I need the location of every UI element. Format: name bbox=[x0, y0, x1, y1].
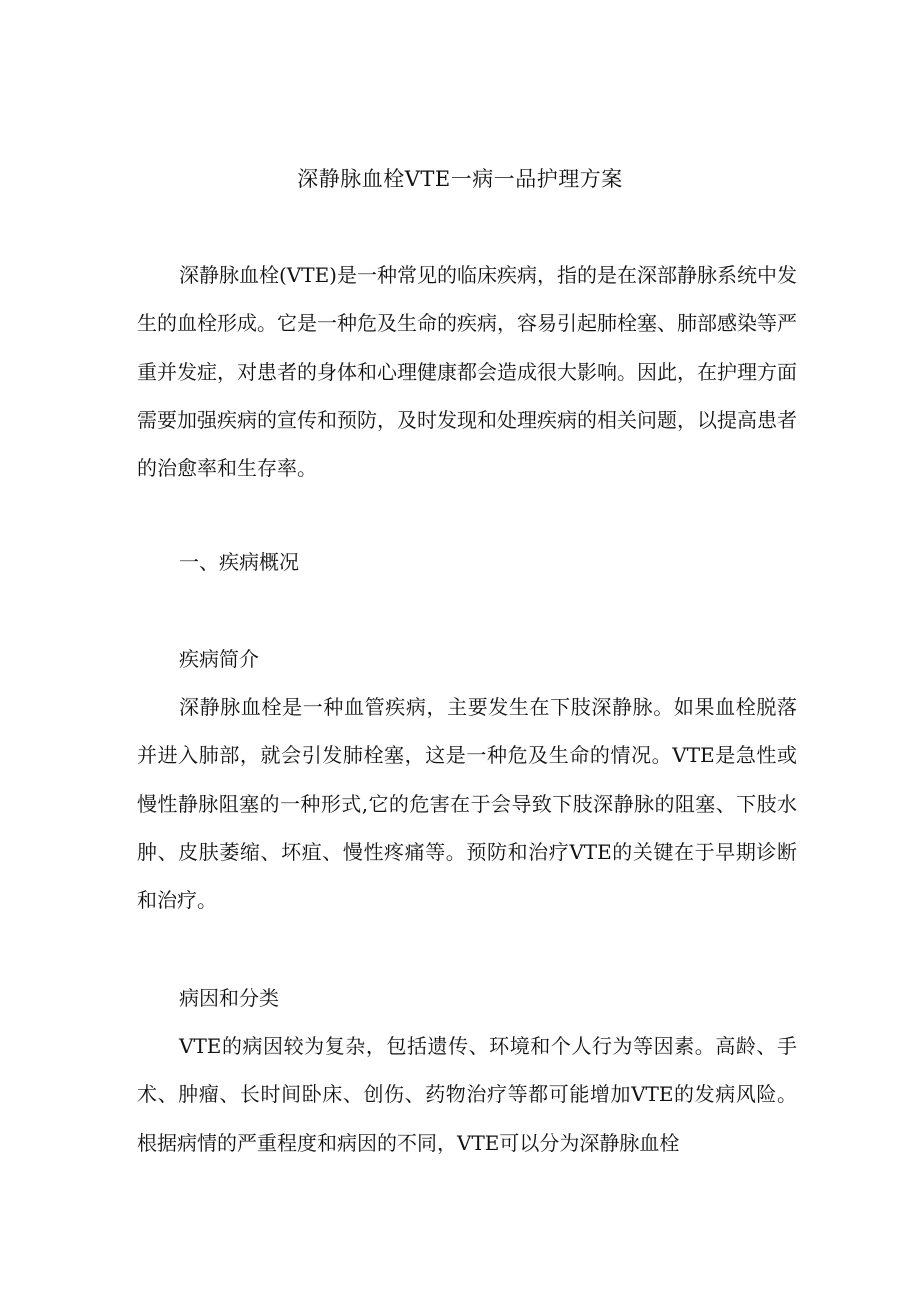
disease-intro-paragraph: 深静脉血栓是一种血管疾病，主要发生在下肢深静脉。如果血栓脱落并进入肺部，就会引发肺栓塞，这是一种危及生命的情况。VTE是急性或慢性静脉阻塞的一种形式,它的危害在于会导致下肢深静脉的阻塞、下肢水肿、皮肤萎缩、坏疽、慢性疼痛等。预防和治疗VTE的关键在于早期诊断和治疗。 bbox=[137, 695, 797, 913]
intro-paragraph: 深静脉血栓(VTE)是一种常见的临床疾病，指的是在深部静脉系统中发生的血栓形成。它是一种危及生命的疾病，容易引起肺栓塞、肺部感染等严重并发症，对患者的身体和心理健康都会造成很大影响。因此，在护理方面需要加强疾病的宣传和预防，及时发现和处理疾病的相关问题，以提高患者的治愈率和生存率。 bbox=[137, 263, 797, 481]
causes-paragraph: VTE的病因较为复杂，包括遗传、环境和个人行为等因素。高龄、手术、肿瘤、长时间卧床、创伤、药物治疗等都可能增加VTE的发病风险。根据病情的严重程度和病因的不同，VTE可以分为深静脉血栓 bbox=[137, 1034, 797, 1155]
subheading-causes-classification: 病因和分类 bbox=[179, 986, 279, 1010]
subheading-disease-intro: 疾病简介 bbox=[179, 647, 259, 671]
document-title: 深静脉血栓VTE一病一品护理方案 bbox=[297, 167, 623, 191]
section-heading-overview: 一、疾病概况 bbox=[179, 550, 299, 574]
